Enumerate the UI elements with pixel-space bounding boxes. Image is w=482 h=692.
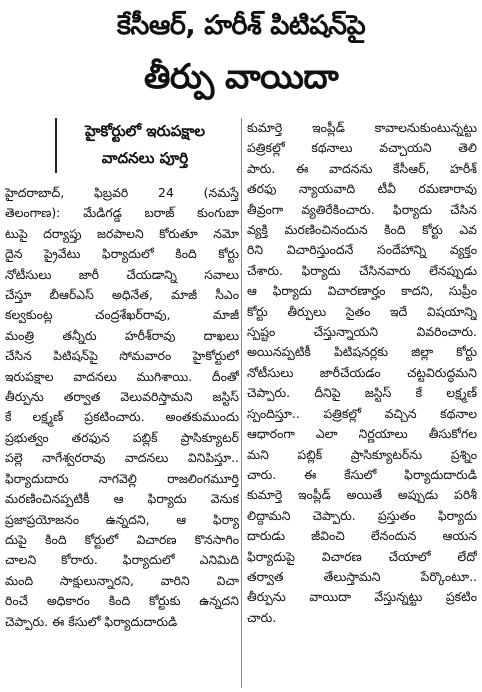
text-line: తెలంగాణ): మేడిగడ్డ బరాజ్ కుంగుబా xyxy=(5,205,239,221)
text-line: చేసిన పిటిషన్‌పై సోమవారం హైకోర్టులో xyxy=(5,348,239,364)
text-line: మని పబ్లిక్ ప్రాసిక్యూటర్‌ను ప్రశ్నిం xyxy=(247,446,477,462)
text-line: ఆధారంగా ఎలా నిర్ణయాలు తీసుకోగల xyxy=(247,426,477,442)
text-line: దుపై కింది కోర్టులో విచారణ కొనసాగిం xyxy=(5,531,239,547)
text-line: ఇరుపక్షాల వాదనలు ముగిశాయి. దీంతో xyxy=(5,368,239,384)
text-line: కుమార్తె ఇంప్లీడ్ కావాలనుకుంటున్నట్టు xyxy=(247,120,477,135)
text-line: ప్రజాప్రయోజనం ఉన్నదని, ఆ ఫిర్యా xyxy=(5,511,239,527)
text-line: ఫిర్యాదుపై విచారణ చేయాలో లేదో xyxy=(247,548,477,564)
right-column xyxy=(247,118,477,628)
text-line: రిని విచారిస్తుందనే సందేహాన్ని వ్యక్తం xyxy=(247,242,477,258)
text-line: లిద్దామని చెప్పారు. ప్రస్తుతం ఫిర్యాదు xyxy=(247,507,477,523)
text-line: పల్లె నాగేశ్వరరావు వాదనలు వినిపిస్తూ.. xyxy=(5,450,239,466)
text-line: తరఫు న్యాయవాది టీవీ రమణారావు xyxy=(247,181,477,197)
subheadline xyxy=(55,118,235,172)
text-line: టుపై దర్యాప్తు జరపాలని కోరుతూ నమో xyxy=(5,225,239,241)
text-line: దారుడు జీవించి లేనందున ఆయన xyxy=(247,528,477,544)
text-line: తీర్పును తర్వాత వెలువరిస్తామని జస్టిస్ xyxy=(5,389,239,405)
text-line: మంత్రి తన్నీరు హరీశ్‌రావు దాఖలు xyxy=(5,327,239,343)
text-line: చాలని కోరారు. ఫిర్యాదులో ఎనిమిది xyxy=(5,552,239,568)
left-column xyxy=(5,183,239,632)
text-line: ఆ ఫిర్యాదు విచారణార్హం కాదని, సుప్రీం xyxy=(247,283,477,299)
text-line: పారు. ఈ వాదనను కేసీఆర్, హరీశ్ xyxy=(247,160,477,176)
text-line: పత్రికల్లో కథనాలు వచ్చాయని తెలి xyxy=(247,140,477,156)
text-line: చారు. ఈ కేసులో ఫిర్యాదుదారుడి xyxy=(247,466,477,482)
text-line: నోటీసులు జారీచేయడం చట్టవిరుద్ధమని xyxy=(247,364,477,380)
text-line: కే లక్ష్మణ్ ప్రకటించారు. అంతకుముందు xyxy=(5,409,239,425)
text-line: తర్వాత తేలుస్తామని పేర్కొంటూ.. xyxy=(247,568,477,584)
subheadline-line: హైకోర్టులో ఇరుపక్షాల xyxy=(84,122,206,140)
text-line: రించే అధికారం కింది కోర్టుకు ఉన్నదని xyxy=(5,593,239,609)
text-line: తీర్పును వాయిదా వేస్తున్నట్టు ప్రకటిం xyxy=(247,589,477,605)
text-line: ఫిర్యాదుదారు నాగవెల్లి రాజలింగమూర్తి xyxy=(5,470,239,486)
text-line: ప్రభుత్వం తరఫున పబ్లిక్ ప్రాసిక్యూటర్ xyxy=(5,429,239,445)
text-line: స్పష్టం చేస్తున్నాయని వివరించారు. xyxy=(247,324,477,340)
text-line: కుమార్తె ఇంప్లీడ్ అయితే అప్పుడు పరిశీ xyxy=(247,487,477,503)
text-line: స్పందిస్తూ.. పత్రికల్లో వచ్చిన కథనాల xyxy=(247,405,477,421)
text-line: చెప్పారు. ఈ కేసులో ఫిర్యాదుదారుడి xyxy=(5,613,178,629)
text-line: చెప్పారు. దీనిపై జస్టిస్ కే లక్ష్మణ్ xyxy=(247,385,477,401)
headline-line-1: కేసీఆర్, హరీశ్ పిటిషన్‌పై xyxy=(116,10,366,41)
text-line: తీవ్రంగా వ్యతిరేకించారు. ఫిర్యాదు చేసిన xyxy=(247,201,477,217)
text-line: కల్వకుంట్ల చంద్రశేఖర్‌రావు, మాజీ xyxy=(5,307,239,323)
text-line: అయినప్పటికీ పిటిషనర్లకు జిల్లా కోర్టు xyxy=(247,344,477,360)
subheadline-line: వాదనలు పూర్తి xyxy=(101,149,189,167)
text-line: చారు. xyxy=(247,609,277,625)
text-line: హైదరాబాద్, ఫిబ్రవరి 24 (నమస్తే xyxy=(5,185,239,200)
text-line: నోటీసులు జారీ చేయడాన్ని సవాలు xyxy=(5,266,239,282)
headline-line-2: తీర్పు వాయిదా xyxy=(143,57,339,97)
text-line: మరణించినప్పటికీ ఆ ఫిర్యాదు వెనుక xyxy=(5,491,239,507)
text-line: చేశారు. ఫిర్యాదు చేసినవారు లేనప్పుడు xyxy=(247,262,477,278)
text-line: చేస్తూ బీఆర్‌ఎస్ అధినేత, మాజీ సీఎం xyxy=(5,287,239,303)
text-line: మంది సాక్షులున్నారని, వారిని విచా xyxy=(5,572,239,588)
text-line: దైన ప్రైవేటు ఫిర్యాదులో కింది కోర్టు xyxy=(5,246,239,262)
column-divider xyxy=(241,118,242,688)
text-line: వ్యక్తి మరణించినందున కింది కోర్టు ఎవ xyxy=(247,222,477,238)
text-line: కోర్టు తీర్పులు సైతం ఇదే విషయాన్ని xyxy=(247,303,477,319)
